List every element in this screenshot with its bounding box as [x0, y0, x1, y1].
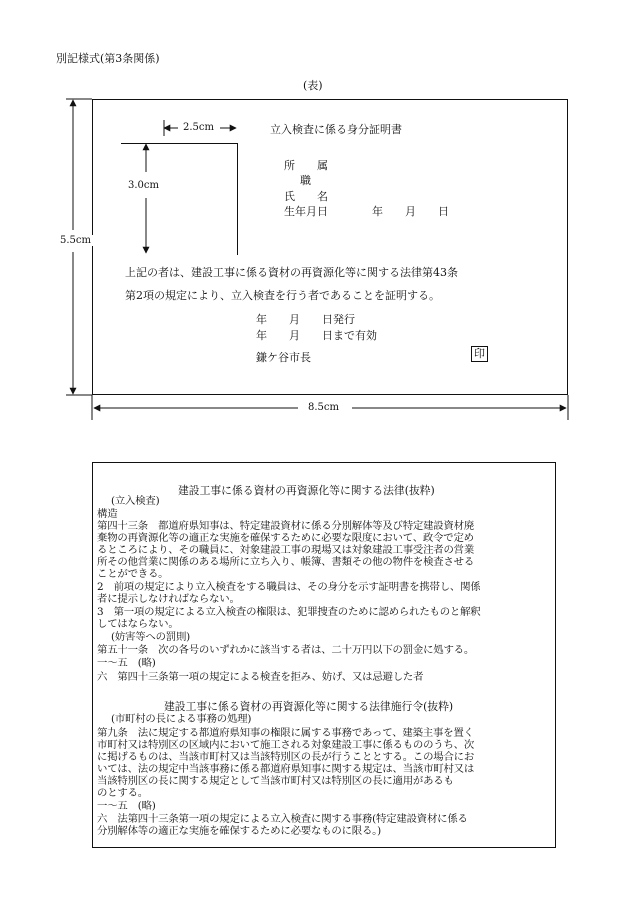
dim-card-width: 8.5cm: [308, 402, 339, 413]
law-line: 構造: [97, 508, 118, 520]
order-section-heading: (市町村の長による事務の処理): [111, 713, 252, 725]
form-label: 別記様式(第3条関係): [56, 52, 160, 65]
dim-photo-width: 2.5cm: [183, 122, 214, 133]
valid-until-date: 年 月 日まで有効: [256, 329, 377, 342]
field-position: 職: [300, 174, 311, 187]
law-line: 第四十三条 都道府県知事は、特定建設資材に係る分別解体等及び特定建設資材廃: [97, 520, 475, 532]
law-title: 建設工事に係る資材の再資源化等に関する法律(抜粋): [178, 484, 435, 497]
order-line: 一～五 (略): [97, 800, 156, 812]
order-line: 第九条 法に規定する都道府県知事の権限に属する事務であって、建築主事を置く: [97, 727, 474, 739]
certify-line-1: 上記の者は、建設工事に係る資材の再資源化等に関する法律第43条: [125, 266, 458, 279]
order-line: のとする。: [97, 787, 148, 799]
order-line: いては、法の規定中当該事務に係る都道府県知事に関する規定は、当該市町村又は: [97, 763, 475, 775]
law-line: るところにより、その職員に、対象建設工事の現場又は対象建設工事受注者の営業: [97, 544, 475, 556]
dim-card-height: 5.5cm: [60, 235, 91, 246]
dim-photo-height: 3.0cm: [128, 180, 159, 191]
penalty-line: 第五十一条 次の各号のいずれかに該当する者は、二十万円以下の罰金に処する。: [97, 644, 475, 656]
order-line: 分別解体等の適正な実施を確保するために必要なものに限る。): [97, 825, 381, 837]
law-line: 所その他営業に関係のある場所に立ち入り、帳簿、書類その他の物件を検査させる: [97, 556, 475, 568]
law-line: 棄物の再資源化等の適正な実施を確保するために必要な限度において、政令で定め: [97, 532, 474, 544]
order-title: 建設工事に係る資材の再資源化等に関する法律施行令(抜粋): [164, 700, 454, 713]
law-section-heading: (立入検査): [111, 495, 160, 507]
penalty-heading: (妨害等への罰則): [111, 631, 191, 643]
law-line: ことができる。: [97, 568, 169, 580]
certify-line-2: 第2項の規定により、立入検査を行う者であることを証明する。: [125, 289, 440, 302]
card-title: 立入検査に係る身分証明書: [270, 123, 402, 136]
side-label: (表): [303, 79, 323, 92]
order-line: 当該特別区の長に関する規定として当該市町村又は特別区の長に適用があるも: [97, 775, 454, 787]
issuer-name: 鎌ケ谷市長: [256, 351, 311, 364]
law-line: してはならない。: [97, 618, 179, 630]
order-line: 六 法第四十三条第一項の規定による立入検査に関する事務(特定建設資材に係る: [97, 813, 468, 825]
law-line: 3 第一項の規定による立入検査の権限は、犯罪捜査のために認められたものと解釈: [97, 606, 481, 618]
order-line: に掲げるものは、当該市町村又は当該特別区の長が行うこととする。この場合にお: [97, 751, 475, 763]
law-line: 2 前項の規定により立入検査をする職員は、その身分を示す証明書を携帯し、関係: [97, 581, 481, 593]
law-line: 者に提示しなければならない。: [97, 593, 240, 605]
penalty-line: 六 第四十三条第一項の規定による検査を拒み、妨げ、又は忌避した者: [97, 671, 424, 683]
field-birth-date: 生年月日 年 月 日: [284, 205, 449, 218]
field-name: 氏 名: [284, 190, 328, 203]
issued-date: 年 月 日発行: [256, 313, 355, 326]
seal-mark: 印: [471, 346, 488, 362]
order-line: 市町村又は特別区の区域内において施工される対象建設工事に係るもののうち、次: [97, 739, 475, 751]
field-affiliation: 所 属: [284, 159, 328, 172]
penalty-line: 一～五 (略): [97, 657, 156, 669]
